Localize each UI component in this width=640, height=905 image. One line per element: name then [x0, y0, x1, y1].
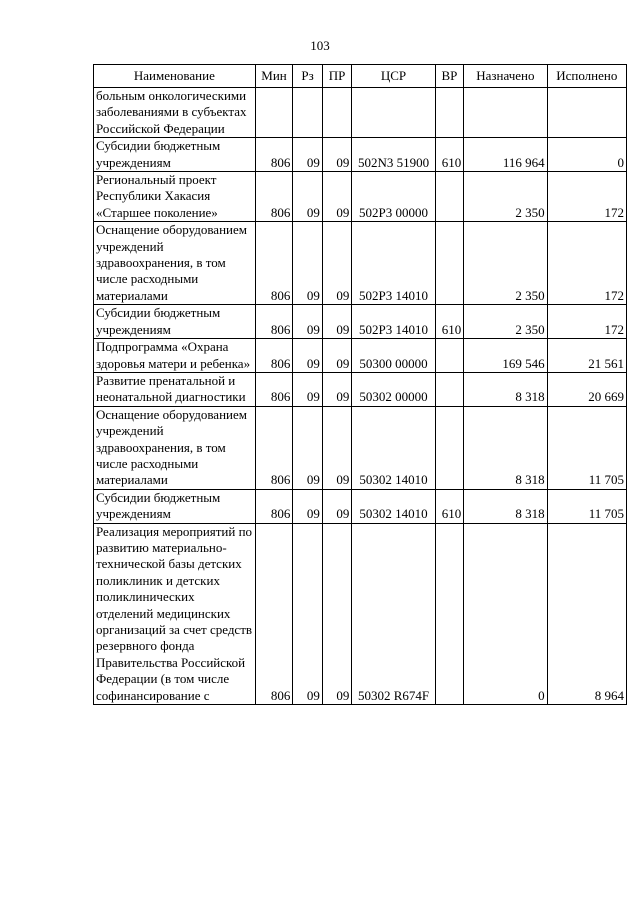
- cell-csr: 50300 00000: [352, 339, 435, 373]
- header-vr: ВР: [435, 65, 463, 88]
- cell-pr: 09: [322, 339, 351, 373]
- cell-csr: 50302 14010: [352, 406, 435, 489]
- cell-executed: 172: [547, 222, 626, 305]
- cell-pr: 09: [322, 523, 351, 704]
- cell-csr: 502P3 00000: [352, 172, 435, 222]
- cell-name: Развитие пренатальной и неонатальной диагностики: [94, 372, 256, 406]
- page-number: 103: [310, 38, 330, 53]
- cell-vr: [435, 222, 463, 305]
- header-csr: ЦСР: [352, 65, 435, 88]
- cell-name: Оснащение оборудованием учреждений здравоохранения, в том числе расходными материалами: [94, 222, 256, 305]
- cell-rz: 09: [293, 339, 322, 373]
- cell-rz: 09: [293, 489, 322, 523]
- cell-pr: 09: [322, 406, 351, 489]
- table-row: [94, 339, 627, 373]
- cell-assigned: 8 318: [464, 489, 547, 523]
- cell-csr: 502P3 14010: [352, 305, 435, 339]
- cell-assigned: 8 318: [464, 406, 547, 489]
- table-row: [94, 222, 627, 305]
- table-row: [94, 88, 627, 138]
- cell-csr: 502P3 14010: [352, 222, 435, 305]
- cell-vr: 610: [435, 305, 463, 339]
- budget-table: [93, 64, 627, 705]
- cell-rz: 09: [293, 406, 322, 489]
- cell-pr: [322, 88, 351, 138]
- cell-executed: 11 705: [547, 489, 626, 523]
- cell-assigned: 169 546: [464, 339, 547, 373]
- cell-pr: 09: [322, 138, 351, 172]
- cell-min: 806: [255, 222, 293, 305]
- cell-name: больным онкологическими заболеваниями в субъектах Российской Федерации: [94, 88, 256, 138]
- cell-rz: 09: [293, 172, 322, 222]
- cell-csr: 50302 14010: [352, 489, 435, 523]
- cell-rz: 09: [293, 305, 322, 339]
- cell-csr: 502N3 51900: [352, 138, 435, 172]
- cell-assigned: [464, 88, 547, 138]
- cell-min: 806: [255, 172, 293, 222]
- cell-vr: [435, 339, 463, 373]
- cell-name: Субсидии бюджетным учреждениям: [94, 489, 256, 523]
- header-pr: ПР: [322, 65, 351, 88]
- cell-assigned: 116 964: [464, 138, 547, 172]
- cell-min: 806: [255, 372, 293, 406]
- cell-vr: [435, 88, 463, 138]
- cell-executed: 21 561: [547, 339, 626, 373]
- cell-min: 806: [255, 339, 293, 373]
- cell-vr: 610: [435, 138, 463, 172]
- cell-assigned: 0: [464, 523, 547, 704]
- cell-min: [255, 88, 293, 138]
- table-row: [94, 305, 627, 339]
- cell-csr: [352, 88, 435, 138]
- table-row: [94, 489, 627, 523]
- table-row: [94, 372, 627, 406]
- cell-executed: 8 964: [547, 523, 626, 704]
- cell-min: 806: [255, 406, 293, 489]
- cell-assigned: 2 350: [464, 172, 547, 222]
- header-assigned: Назначено: [464, 65, 547, 88]
- cell-csr: 50302 00000: [352, 372, 435, 406]
- cell-vr: [435, 406, 463, 489]
- cell-name: Оснащение оборудованием учреждений здравоохранения, в том числе расходными материалами: [94, 406, 256, 489]
- cell-assigned: 8 318: [464, 372, 547, 406]
- cell-executed: 172: [547, 305, 626, 339]
- cell-vr: [435, 372, 463, 406]
- table-row: [94, 406, 627, 489]
- cell-min: 806: [255, 138, 293, 172]
- cell-assigned: 2 350: [464, 222, 547, 305]
- cell-pr: 09: [322, 305, 351, 339]
- cell-name: Региональный проект Республики Хакасия «Старшее поколение»: [94, 172, 256, 222]
- cell-pr: 09: [322, 172, 351, 222]
- cell-vr: [435, 523, 463, 704]
- cell-executed: 11 705: [547, 406, 626, 489]
- cell-pr: 09: [322, 489, 351, 523]
- cell-min: 806: [255, 523, 293, 704]
- cell-rz: 09: [293, 138, 322, 172]
- cell-min: 806: [255, 489, 293, 523]
- cell-executed: 20 669: [547, 372, 626, 406]
- cell-executed: 0: [547, 138, 626, 172]
- header-min: Мин: [255, 65, 293, 88]
- cell-name: Субсидии бюджетным учреждениям: [94, 305, 256, 339]
- table-row: [94, 523, 627, 704]
- table-row: [94, 172, 627, 222]
- cell-pr: 09: [322, 222, 351, 305]
- cell-assigned: 2 350: [464, 305, 547, 339]
- header-executed: Исполнено: [547, 65, 626, 88]
- cell-rz: 09: [293, 523, 322, 704]
- cell-executed: [547, 88, 626, 138]
- header-name: Наименование: [94, 65, 256, 88]
- cell-executed: 172: [547, 172, 626, 222]
- cell-name: Субсидии бюджетным учреждениям: [94, 138, 256, 172]
- table-header-row: [94, 65, 627, 88]
- cell-vr: [435, 172, 463, 222]
- cell-vr: 610: [435, 489, 463, 523]
- cell-min: 806: [255, 305, 293, 339]
- cell-csr: 50302 R674F: [352, 523, 435, 704]
- table-row: [94, 138, 627, 172]
- cell-name: Подпрограмма «Охрана здоровья матери и ребенка»: [94, 339, 256, 373]
- header-rz: Рз: [293, 65, 322, 88]
- cell-rz: 09: [293, 222, 322, 305]
- cell-pr: 09: [322, 372, 351, 406]
- cell-name: Реализация мероприятий по развитию материально-технической базы детских поликлиник и детских поликлинических отделений медицинских организаций за счет средств резервного фонда Правительства Российской Федерации (в том числе софинансирование с: [94, 523, 256, 704]
- cell-rz: [293, 88, 322, 138]
- cell-rz: 09: [293, 372, 322, 406]
